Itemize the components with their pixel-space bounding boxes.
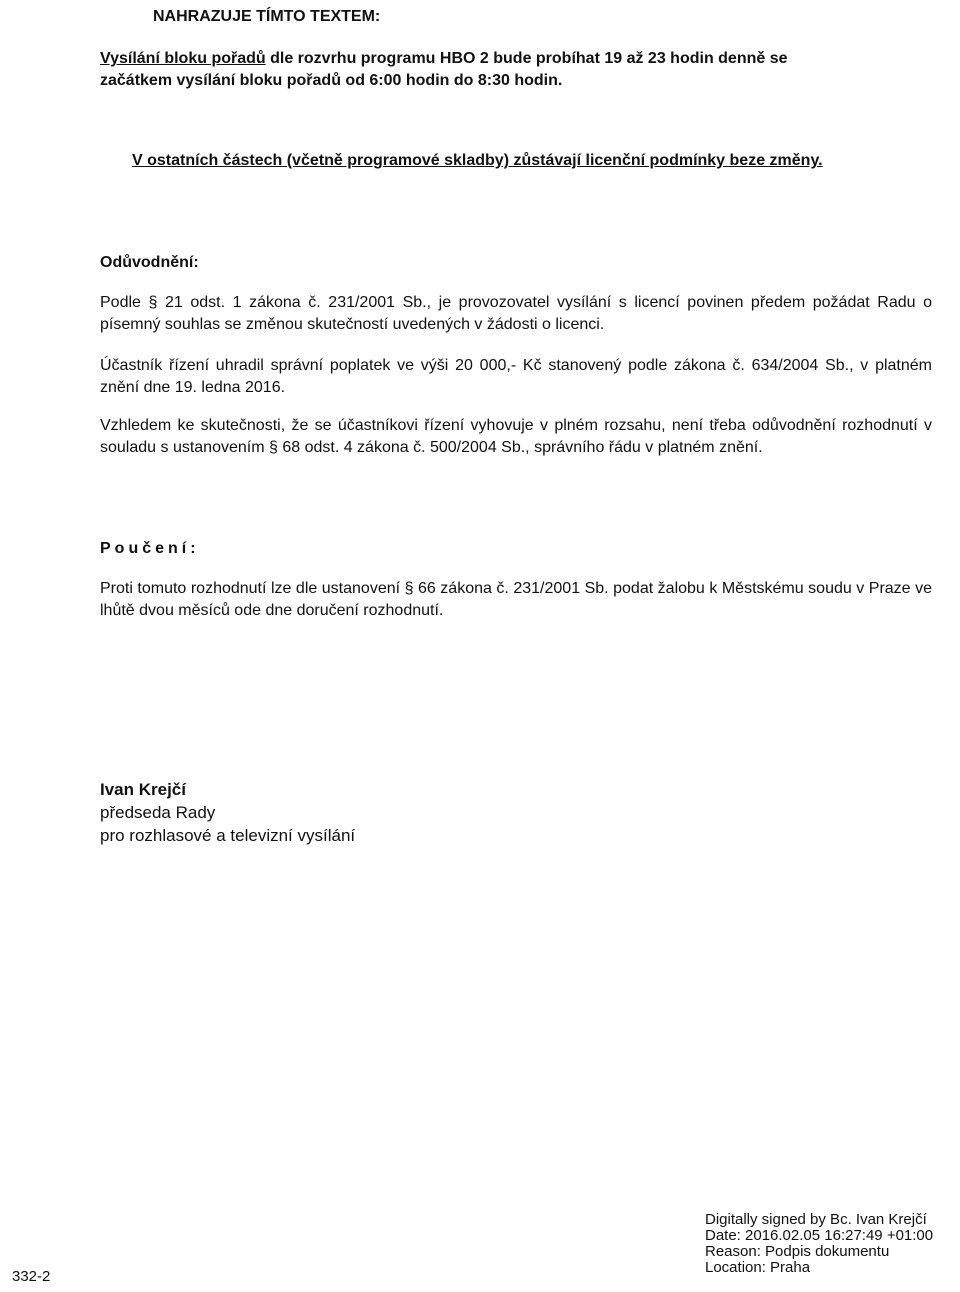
- justification-paragraph-2: Účastník řízení uhradil správní poplatek ve výši 20 000,- Kč stanovený podle zákona č. 634/2004 Sb., v platném znění dne 19. ledna 2016.: [100, 357, 932, 396]
- justification-paragraph-1: Podle § 21 odst. 1 zákona č. 231/2001 Sb., je provozovatel vysílání s licencí povinen předem požádat Radu o písemný souhlas se změnou skutečností uvedených v žádosti o licenci.: [100, 294, 932, 333]
- replacement-text: [100, 48, 932, 92]
- digital-signature-signed-by: Digitally signed by Bc. Ivan Krejčí: [705, 1211, 927, 1228]
- replacement-line1-rest: dle rozvrhu programu HBO 2 bude probíhat 19 až 23 hodin denně se: [265, 50, 788, 67]
- digital-signature-reason: Reason: Podpis dokumentu: [705, 1243, 890, 1260]
- replacement-line2: začátkem vysílání bloku pořadů od 6:00 hodin do 8:30 hodin.: [100, 72, 563, 89]
- justification-heading: Odůvodnění:: [100, 254, 199, 271]
- other-parts-unchanged-text: V ostatních částech (včetně programové skladby) zůstávají licenční podmínky beze změny.: [132, 152, 823, 169]
- signer-role: předseda Rady: [100, 803, 216, 822]
- replacement-underlined-phrase: Vysílání bloku pořadů: [100, 50, 266, 67]
- section-header: NAHRAZUJE TÍMTO TEXTEM:: [153, 8, 381, 25]
- justification-paragraph-3: Vzhledem ke skutečnosti, že se účastníkovi řízení vyhovuje v plném rozsahu, není třeba odůvodnění rozhodnutí v souladu s ustanovením § 68 odst. 4 zákona č. 500/2004 Sb., správního řádu v platném znění.: [100, 417, 932, 456]
- digital-signature-block: [705, 1212, 933, 1276]
- page-number: 332-2: [12, 1268, 51, 1285]
- signer-name: Ivan Krejčí: [100, 780, 186, 799]
- instruction-text: Proti tomuto rozhodnutí lze dle ustanovení § 66 zákona č. 231/2001 Sb. podat žalobu k Městskému soudu v Praze ve lhůtě dvou měsíců ode dne doručení rozhodnutí.: [100, 580, 932, 619]
- digital-signature-date: Date: 2016.02.05 16:27:49 +01:00: [705, 1227, 934, 1244]
- signer-organization: pro rozhlasové a televizní vysílání: [100, 826, 356, 845]
- signer-block: [100, 778, 355, 847]
- instruction-heading: Poučení:: [100, 540, 200, 557]
- digital-signature-location: Location: Praha: [705, 1259, 811, 1276]
